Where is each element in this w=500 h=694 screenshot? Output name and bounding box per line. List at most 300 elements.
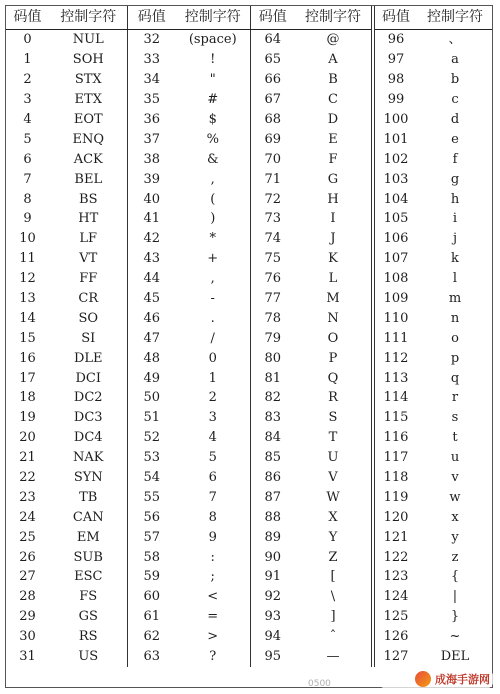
- char-cell: ESC: [50, 567, 127, 587]
- code-cell: 116: [383, 430, 409, 446]
- char-cell: 8: [176, 507, 250, 527]
- code-cell: 10: [19, 231, 36, 247]
- table-row: [5, 507, 493, 527]
- table-row: [5, 129, 493, 149]
- code-cell: 101: [383, 131, 409, 147]
- code-cell: 27: [19, 569, 36, 585]
- char-cell: l: [452, 271, 458, 287]
- code-cell: 69: [264, 131, 282, 147]
- char-cell: w: [449, 489, 461, 505]
- char-cell: E: [295, 129, 373, 149]
- char-cell: 、: [448, 32, 462, 48]
- char-cell: 7: [176, 487, 250, 507]
- char-cell: ): [176, 209, 250, 229]
- table-row: [5, 70, 493, 90]
- code-cell: 6: [23, 151, 32, 167]
- char-cell: a: [451, 52, 459, 68]
- table-row: [5, 110, 493, 130]
- code-cell: 38: [143, 151, 161, 167]
- char-cell: SO: [50, 308, 127, 328]
- char-cell: Z: [295, 547, 373, 567]
- char-cell: -: [176, 289, 250, 309]
- char-cell: CAN: [50, 507, 127, 527]
- header-control-char: 控制字符: [50, 5, 127, 30]
- code-cell: 87: [264, 489, 282, 505]
- char-cell: SOH: [50, 50, 127, 70]
- char-cell: &: [176, 149, 250, 169]
- char-cell: 9: [176, 527, 250, 547]
- code-cell: 42: [143, 231, 161, 247]
- code-cell: 106: [383, 231, 409, 247]
- char-cell: ?: [176, 647, 250, 667]
- code-cell: 86: [264, 470, 282, 486]
- char-cell: 6: [176, 468, 250, 488]
- header-code: 码值: [127, 5, 176, 30]
- code-cell: 91: [264, 569, 282, 585]
- code-cell: 93: [264, 609, 282, 625]
- code-cell: 35: [143, 92, 161, 108]
- char-cell: SUB: [50, 547, 127, 567]
- code-cell: 81: [264, 370, 282, 386]
- char-cell: DC2: [50, 388, 127, 408]
- table-row: [5, 149, 493, 169]
- code-cell: 51: [143, 410, 161, 426]
- code-cell: 77: [264, 291, 282, 307]
- char-cell: SI: [50, 328, 127, 348]
- table-row: [5, 229, 493, 249]
- code-cell: 34: [143, 72, 161, 88]
- code-cell: 17: [19, 370, 36, 386]
- char-cell: =: [176, 607, 250, 627]
- table-row: [5, 308, 493, 328]
- char-cell: BEL: [50, 169, 127, 189]
- char-cell: 2: [176, 388, 250, 408]
- code-cell: 126: [383, 629, 409, 645]
- code-cell: 36: [143, 112, 161, 127]
- code-cell: 65: [264, 52, 282, 68]
- table-row: [5, 527, 493, 547]
- char-cell: n: [450, 310, 460, 326]
- code-cell: 54: [143, 470, 161, 486]
- code-cell: 52: [143, 430, 161, 446]
- code-cell: 48: [143, 350, 161, 366]
- char-cell: q: [450, 370, 460, 386]
- char-cell: }: [450, 609, 460, 625]
- table-row: [5, 289, 493, 309]
- char-cell: o: [451, 330, 459, 346]
- code-cell: 84: [264, 430, 282, 446]
- code-cell: 50: [143, 390, 161, 406]
- char-cell: i: [452, 211, 458, 227]
- code-cell: 123: [383, 569, 409, 585]
- char-cell: Q: [295, 368, 373, 388]
- table-row: [5, 448, 493, 468]
- code-cell: 22: [19, 470, 36, 486]
- char-cell: $: [176, 110, 250, 130]
- char-cell: ]: [295, 607, 373, 627]
- table-row: [5, 368, 493, 388]
- code-cell: 102: [383, 151, 409, 167]
- char-cell: m: [448, 291, 462, 307]
- char-cell: K: [295, 249, 373, 269]
- table-row: [5, 30, 493, 50]
- code-cell: 53: [143, 450, 161, 466]
- code-cell: 94: [264, 629, 282, 645]
- char-cell: DEL: [440, 649, 470, 665]
- table-row: [5, 468, 493, 488]
- char-cell: SYN: [50, 468, 127, 488]
- code-cell: 118: [383, 470, 409, 486]
- char-cell: |: [452, 589, 458, 605]
- code-cell: 99: [387, 92, 405, 108]
- char-cell: ˆ: [295, 627, 373, 647]
- char-cell: 3: [176, 408, 250, 428]
- code-cell: 103: [383, 171, 409, 187]
- char-cell: ~: [449, 629, 461, 645]
- table-row: [5, 50, 493, 70]
- table-row: [5, 587, 493, 607]
- ascii-table-container: [5, 5, 493, 688]
- char-cell: TB: [50, 487, 127, 507]
- code-cell: 107: [383, 251, 409, 267]
- header-control-char: 控制字符: [295, 5, 373, 30]
- code-cell: 30: [19, 629, 36, 645]
- table-row: [5, 269, 493, 289]
- char-cell: v: [451, 470, 459, 486]
- char-cell: r: [451, 390, 459, 406]
- char-cell: V: [295, 468, 373, 488]
- char-cell: NUL: [50, 30, 127, 50]
- code-cell: 40: [143, 191, 161, 207]
- code-cell: 18: [19, 390, 36, 406]
- code-cell: 7: [23, 171, 32, 187]
- table-row: [5, 408, 493, 428]
- char-cell: F: [295, 149, 373, 169]
- char-cell: +: [176, 249, 250, 269]
- char-cell: ": [176, 70, 250, 90]
- header-row: [5, 5, 493, 30]
- char-cell: H: [295, 189, 373, 209]
- char-cell: .: [176, 308, 250, 328]
- char-cell: [: [295, 567, 373, 587]
- code-cell: 64: [264, 32, 282, 48]
- char-cell: x: [451, 509, 459, 525]
- char-cell: (: [176, 189, 250, 209]
- char-cell: <: [176, 587, 250, 607]
- code-cell: 47: [143, 330, 161, 346]
- char-cell: *: [176, 229, 250, 249]
- code-cell: 125: [383, 609, 409, 625]
- code-cell: 46: [143, 310, 161, 326]
- header-code: 码值: [250, 5, 295, 30]
- code-cell: 117: [383, 450, 409, 466]
- char-cell: U: [295, 448, 373, 468]
- char-cell: L: [295, 269, 373, 289]
- table-row: [5, 567, 493, 587]
- watermark-sub: 0500: [308, 679, 331, 689]
- table-row: [5, 428, 493, 448]
- char-cell: P: [295, 348, 373, 368]
- code-cell: 120: [383, 509, 409, 525]
- code-cell: 72: [264, 191, 282, 207]
- ascii-table: [5, 5, 493, 667]
- char-cell: s: [451, 410, 459, 426]
- code-cell: 21: [19, 450, 36, 466]
- char-cell: j: [452, 231, 458, 247]
- code-cell: 78: [264, 310, 282, 326]
- char-cell: ENQ: [50, 129, 127, 149]
- code-cell: 124: [383, 589, 409, 605]
- code-cell: 58: [143, 549, 161, 565]
- table-row: [5, 90, 493, 110]
- code-cell: 71: [264, 171, 282, 187]
- code-cell: 39: [143, 171, 161, 187]
- code-cell: 73: [264, 211, 282, 227]
- char-cell: !: [176, 50, 250, 70]
- code-cell: 70: [264, 151, 282, 167]
- code-cell: 1: [23, 52, 32, 68]
- code-cell: 33: [143, 52, 161, 68]
- watermark-text: 成海手游网: [435, 673, 490, 686]
- char-cell: 1: [176, 368, 250, 388]
- char-cell: EM: [50, 527, 127, 547]
- char-cell: \: [295, 587, 373, 607]
- code-cell: 122: [383, 549, 409, 565]
- code-cell: 28: [19, 589, 36, 605]
- table-row: [5, 169, 493, 189]
- code-cell: 29: [19, 609, 36, 625]
- char-cell: VT: [50, 249, 127, 269]
- code-cell: 8: [23, 191, 32, 207]
- code-cell: 108: [383, 271, 409, 287]
- watermark-badge: [308, 668, 494, 690]
- code-cell: 14: [19, 310, 36, 326]
- char-cell: g: [450, 171, 460, 187]
- char-cell: CR: [50, 289, 127, 309]
- code-cell: 104: [383, 191, 409, 207]
- char-cell: C: [295, 90, 373, 110]
- code-cell: 49: [143, 370, 161, 386]
- char-cell: k: [451, 251, 459, 267]
- code-cell: 121: [383, 529, 409, 545]
- char-cell: J: [295, 229, 373, 249]
- char-cell: {: [450, 569, 460, 585]
- code-cell: 95: [264, 649, 282, 665]
- code-cell: 56: [143, 509, 161, 525]
- char-cell: u: [450, 450, 460, 466]
- table-body: [5, 30, 493, 667]
- char-cell: DLE: [50, 348, 127, 368]
- code-cell: 76: [264, 271, 282, 287]
- code-cell: 23: [19, 489, 36, 505]
- char-cell: ETX: [50, 90, 127, 110]
- code-cell: 68: [264, 112, 282, 127]
- code-cell: 92: [264, 589, 282, 605]
- char-cell: :: [176, 547, 250, 567]
- char-cell: A: [295, 50, 373, 70]
- char-cell: D: [295, 110, 373, 130]
- code-cell: 111: [383, 330, 409, 346]
- char-cell: FF: [50, 269, 127, 289]
- char-cell: —: [295, 647, 373, 667]
- char-cell: FS: [50, 587, 127, 607]
- char-cell: BS: [50, 189, 127, 209]
- char-cell: GS: [50, 607, 127, 627]
- code-cell: 4: [23, 112, 32, 127]
- char-cell: ;: [176, 567, 250, 587]
- char-cell: O: [295, 328, 373, 348]
- code-cell: 12: [19, 271, 36, 287]
- char-cell: ACK: [50, 149, 127, 169]
- char-cell: NAK: [50, 448, 127, 468]
- code-cell: 11: [19, 251, 36, 267]
- code-cell: 89: [264, 529, 282, 545]
- char-cell: >: [176, 627, 250, 647]
- char-cell: I: [295, 209, 373, 229]
- code-cell: 44: [143, 271, 161, 287]
- char-cell: STX: [50, 70, 127, 90]
- header-control-char: 控制字符: [417, 5, 493, 30]
- code-cell: 3: [23, 92, 32, 108]
- char-cell: ,: [176, 169, 250, 189]
- table-row: [5, 487, 493, 507]
- code-cell: 24: [19, 509, 36, 525]
- code-cell: 80: [264, 350, 282, 366]
- header-control-char: 控制字符: [176, 5, 250, 30]
- table-row: [5, 209, 493, 229]
- char-cell: W: [295, 487, 373, 507]
- char-cell: X: [295, 507, 373, 527]
- char-cell: 5: [176, 448, 250, 468]
- char-cell: Y: [295, 527, 373, 547]
- table-row: [5, 249, 493, 269]
- char-cell: b: [450, 72, 460, 88]
- table-row: [5, 328, 493, 348]
- code-cell: 57: [143, 529, 161, 545]
- code-cell: 25: [19, 529, 36, 545]
- code-cell: 67: [264, 92, 282, 108]
- code-cell: 98: [387, 72, 405, 88]
- char-cell: /: [176, 328, 250, 348]
- code-cell: 100: [383, 112, 409, 127]
- table-row: [5, 627, 493, 647]
- char-cell: t: [452, 430, 458, 446]
- char-cell: @: [295, 30, 373, 50]
- char-cell: 4: [176, 428, 250, 448]
- char-cell: e: [451, 131, 459, 147]
- code-cell: 109: [383, 291, 409, 307]
- char-cell: EOT: [50, 110, 127, 130]
- code-cell: 16: [19, 350, 36, 366]
- code-cell: 0: [23, 32, 32, 48]
- code-cell: 61: [143, 609, 161, 625]
- char-cell: ,: [176, 269, 250, 289]
- char-cell: %: [176, 129, 250, 149]
- code-cell: 5: [23, 131, 32, 147]
- table-row: [5, 607, 493, 627]
- code-cell: 41: [143, 211, 161, 227]
- header-code: 码值: [5, 5, 50, 30]
- header-code: 码值: [373, 5, 417, 30]
- char-cell: S: [295, 408, 373, 428]
- char-cell: HT: [50, 209, 127, 229]
- table-row: [5, 388, 493, 408]
- code-cell: 15: [19, 330, 36, 346]
- char-cell: R: [295, 388, 373, 408]
- code-cell: 66: [264, 72, 282, 88]
- char-cell: z: [451, 549, 459, 565]
- code-cell: 79: [264, 330, 282, 346]
- char-cell: G: [295, 169, 373, 189]
- table-row: [5, 647, 493, 667]
- code-cell: 82: [264, 390, 282, 406]
- code-cell: 26: [19, 549, 36, 565]
- code-cell: 75: [264, 251, 282, 267]
- char-cell: d: [450, 112, 460, 127]
- char-cell: US: [50, 647, 127, 667]
- char-cell: c: [451, 92, 459, 108]
- char-cell: DC4: [50, 428, 127, 448]
- code-cell: 43: [143, 251, 161, 267]
- char-cell: y: [451, 529, 459, 545]
- code-cell: 45: [143, 291, 161, 307]
- code-cell: 13: [19, 291, 36, 307]
- code-cell: 32: [143, 32, 161, 48]
- code-cell: 59: [143, 569, 161, 585]
- char-cell: DC3: [50, 408, 127, 428]
- code-cell: 63: [143, 649, 161, 665]
- watermark-logo-icon: [415, 671, 431, 687]
- code-cell: 37: [143, 131, 161, 147]
- code-cell: 90: [264, 549, 282, 565]
- code-cell: 127: [383, 649, 409, 665]
- code-cell: 113: [383, 370, 409, 386]
- char-cell: h: [450, 191, 460, 207]
- char-cell: B: [295, 70, 373, 90]
- code-cell: 31: [19, 649, 36, 665]
- code-cell: 105: [383, 211, 409, 227]
- code-cell: 9: [23, 211, 32, 227]
- code-cell: 88: [264, 509, 282, 525]
- table-row: [5, 547, 493, 567]
- table-row: [5, 348, 493, 368]
- char-cell: LF: [50, 229, 127, 249]
- char-cell: RS: [50, 627, 127, 647]
- code-cell: 112: [383, 350, 409, 366]
- code-cell: 55: [143, 489, 161, 505]
- code-cell: 19: [19, 410, 36, 426]
- code-cell: 74: [264, 231, 282, 247]
- char-cell: N: [295, 308, 373, 328]
- code-cell: 119: [383, 489, 409, 505]
- code-cell: 60: [143, 589, 161, 605]
- code-cell: 114: [383, 390, 409, 406]
- code-cell: 97: [387, 52, 405, 68]
- code-cell: 110: [383, 310, 409, 326]
- table-row: [5, 189, 493, 209]
- char-cell: 0: [176, 348, 250, 368]
- code-cell: 62: [143, 629, 161, 645]
- char-cell: p: [450, 350, 460, 366]
- char-cell: M: [295, 289, 373, 309]
- code-cell: 96: [387, 32, 405, 48]
- code-cell: 115: [383, 410, 409, 426]
- code-cell: 83: [264, 410, 282, 426]
- char-cell: #: [176, 90, 250, 110]
- char-cell: DCI: [50, 368, 127, 388]
- char-cell: f: [452, 151, 458, 167]
- char-cell: (space): [176, 30, 250, 50]
